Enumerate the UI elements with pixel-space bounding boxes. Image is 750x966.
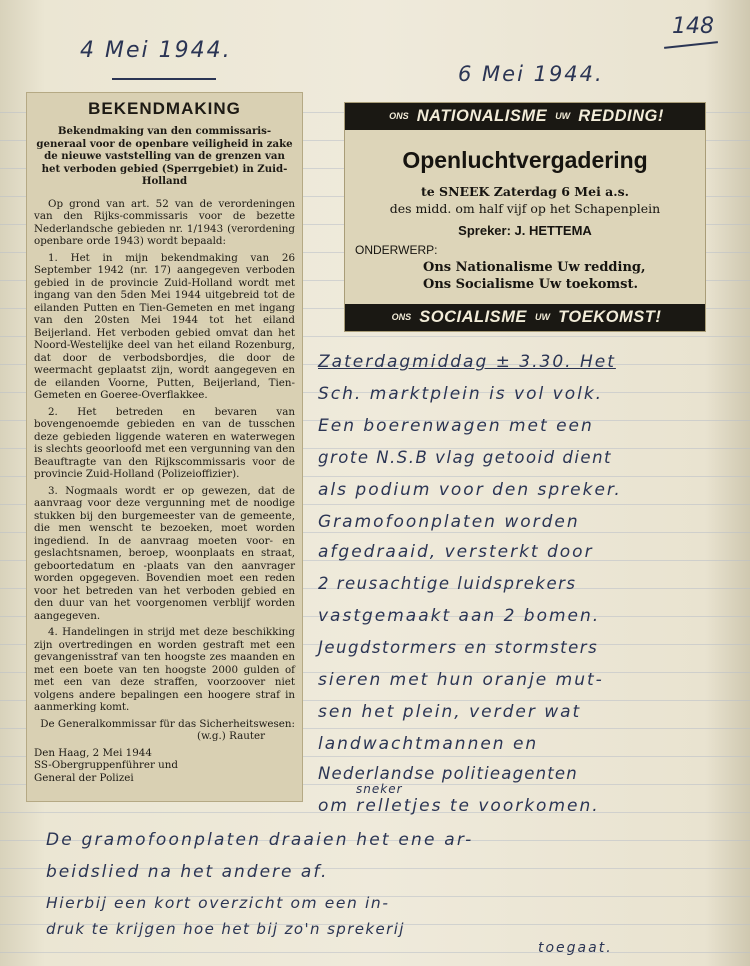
clipping-paragraph: 1. Het in mijn bekendmaking van 26 September 1942 (nr. 17) aangegeven verboden gebied in de provincie Zuid-Holland wordt met ingang van den 5den Mei 1944 uitgebreid tot de eilanden Putten en Tien-Gemeten en met ingang van den 20sten Mei 1944 tot het eiland Beijerland. Het verboden gebied omvat dan het Noord-Westelijke deel van het eiland Rozenburg, dat door de verbodsbordjes, die door de weermacht geplaatst zijn, wordt aangegeven en de eilanden Voorne, Putten, Beijerland, Tien-Gemeten en Goeree-Overflakkee. — [34, 251, 295, 402]
clipping-bekendmaking — [26, 92, 303, 802]
handwritten-line: Een boerenwagen met een — [318, 416, 594, 436]
handwritten-line: toegaat. — [538, 940, 613, 956]
clipping-advertisement — [344, 102, 706, 332]
handwritten-line: om relletjes te voorkomen. — [318, 796, 600, 816]
ad-subject-line: Ons Nationalisme Uw redding, — [423, 260, 646, 275]
handwritten-line: sen het plein, verder wat — [318, 702, 582, 722]
ad-place-date: te SNEEK Zaterdag 6 Mei a.s. — [420, 184, 630, 199]
handwritten-line: als podium voor den spreker. — [318, 480, 622, 500]
clipping-subtitle: Bekendmaking van den commissaris-generaal voor de openbare veiligheid in zake de nieuwe vaststelling van de grenzen van het verboden gebied (Sperrgebiet) in Zuid-Holland — [36, 125, 293, 188]
banner-word: UW — [535, 312, 551, 323]
handwritten-line: 2 reusachtige luidsprekers — [318, 574, 577, 593]
handwritten-line: Sch. marktplein is vol volk. — [318, 384, 604, 404]
handwritten-line: Zaterdagmiddag ± 3.30. Het — [318, 352, 616, 372]
banner-word: SOCIALISME — [419, 308, 527, 326]
page-number-underline — [664, 41, 718, 49]
footer-place-date: Den Haag, 2 Mei 1944 — [34, 746, 152, 759]
banner-word: UW — [555, 111, 571, 122]
ad-subject-line: Ons Socialisme Uw toekomst. — [423, 277, 638, 292]
handwritten-line: druk te krijgen hoe het bij zo'n sprekerij — [46, 920, 405, 938]
date-right: 6 Mei 1944. — [458, 62, 604, 86]
ad-subject-label: ONDERWERP: — [355, 243, 438, 257]
banner-word: TOEKOMST! — [558, 308, 662, 326]
ad-speaker: Spreker: J. HETTEMA — [458, 223, 592, 238]
handwritten-line: vastgemaakt aan 2 bomen. — [318, 606, 601, 626]
handwritten-line: Hierbij een kort overzicht om een in- — [46, 894, 390, 912]
clipping-paragraph: 3. Nogmaals wordt er op gewezen, dat de aanvraag voor deze vergunning met de noodige stukken bij den burgemeester van de gemeente, die men wenscht te bezoeken, moet worden ingediend. In de aanvraag moeten voor- en geslachtsnamen, beroep, woonplaats en straat, geboortedatum en -plaats van den aanvrager worden opgegeven. Bovendien moet een reden voor het betreden van het verboden gebied en den duur van het voorgenomen verblijf worden aangegeven. — [34, 484, 295, 622]
handwritten-line: beidslied na het andere af. — [46, 862, 329, 882]
handwritten-line: Jeugdstormers en stormsters — [318, 638, 599, 657]
ad-time-location: des midd. om half vijf op het Schapenplein — [389, 201, 661, 216]
clipping-paragraph: 2. Het betreden en bevaren van bovengenoemde gebieden en van de tusschen deze gebieden liggende wateren en waterwegen is slechts geoorloofd met een vergunning van den Beauftragte van den Rijkscommissaris voor de provincie Zuid-Holland (Polizeioffizier). — [34, 405, 295, 481]
banner-bottom — [345, 304, 705, 331]
handwritten-line: Gramofoonplaten worden — [318, 512, 580, 532]
date-left: 4 Mei 1944. — [80, 38, 232, 63]
page-number: 148 — [672, 14, 714, 39]
banner-word: ONS — [389, 111, 409, 122]
ad-heading: Openluchtvergadering — [402, 147, 648, 173]
handwritten-line: De gramofoonplaten draaien het ene ar- — [46, 830, 474, 850]
handwritten-line: landwachtmannen en — [318, 734, 539, 754]
footer-rank: General der Polizei — [34, 771, 134, 784]
handwritten-line: Nederlandse politieagenten — [318, 764, 578, 783]
signature-name: (w.g.) Rauter — [197, 730, 265, 743]
footer-rank: SS-Obergruppenführer und — [34, 759, 179, 772]
clipping-paragraph: Op grond van art. 52 van de verordeningen van den Rijks-commissaris voor de bezette Nederlandsche gebieden nr. 1/1943 (verordening openbare orde 1943) wordt bepaald: — [34, 197, 295, 248]
handwritten-insert: sneker — [356, 782, 403, 796]
handwritten-line: afgedraaid, versterkt door — [318, 542, 594, 562]
banner-word: REDDING! — [578, 107, 664, 125]
handwritten-line: grote N.S.B vlag getooid dient — [318, 448, 612, 467]
clipping-title: BEKENDMAKING — [88, 99, 241, 118]
clipping-paragraph: 4. Handelingen in strijd met deze beschikking zijn overtredingen en worden gestraft met een gevangenisstraf van ten hoogste zes maanden en met een boete van ten hoogste 2000 gulden of met een van deze straffen, voorzoover niet volgens andere bepalingen een hoogere straf in aanmerking komt. — [34, 626, 295, 714]
banner-word: ONS — [391, 312, 412, 323]
signature-title: De Generalkommissar für das Sicherheitswesen: — [40, 717, 295, 730]
handwritten-line: sieren met hun oranje mut- — [318, 670, 604, 690]
banner-top — [345, 103, 705, 130]
banner-word: NATIONALISME — [416, 107, 548, 125]
date-left-underline — [112, 78, 216, 80]
